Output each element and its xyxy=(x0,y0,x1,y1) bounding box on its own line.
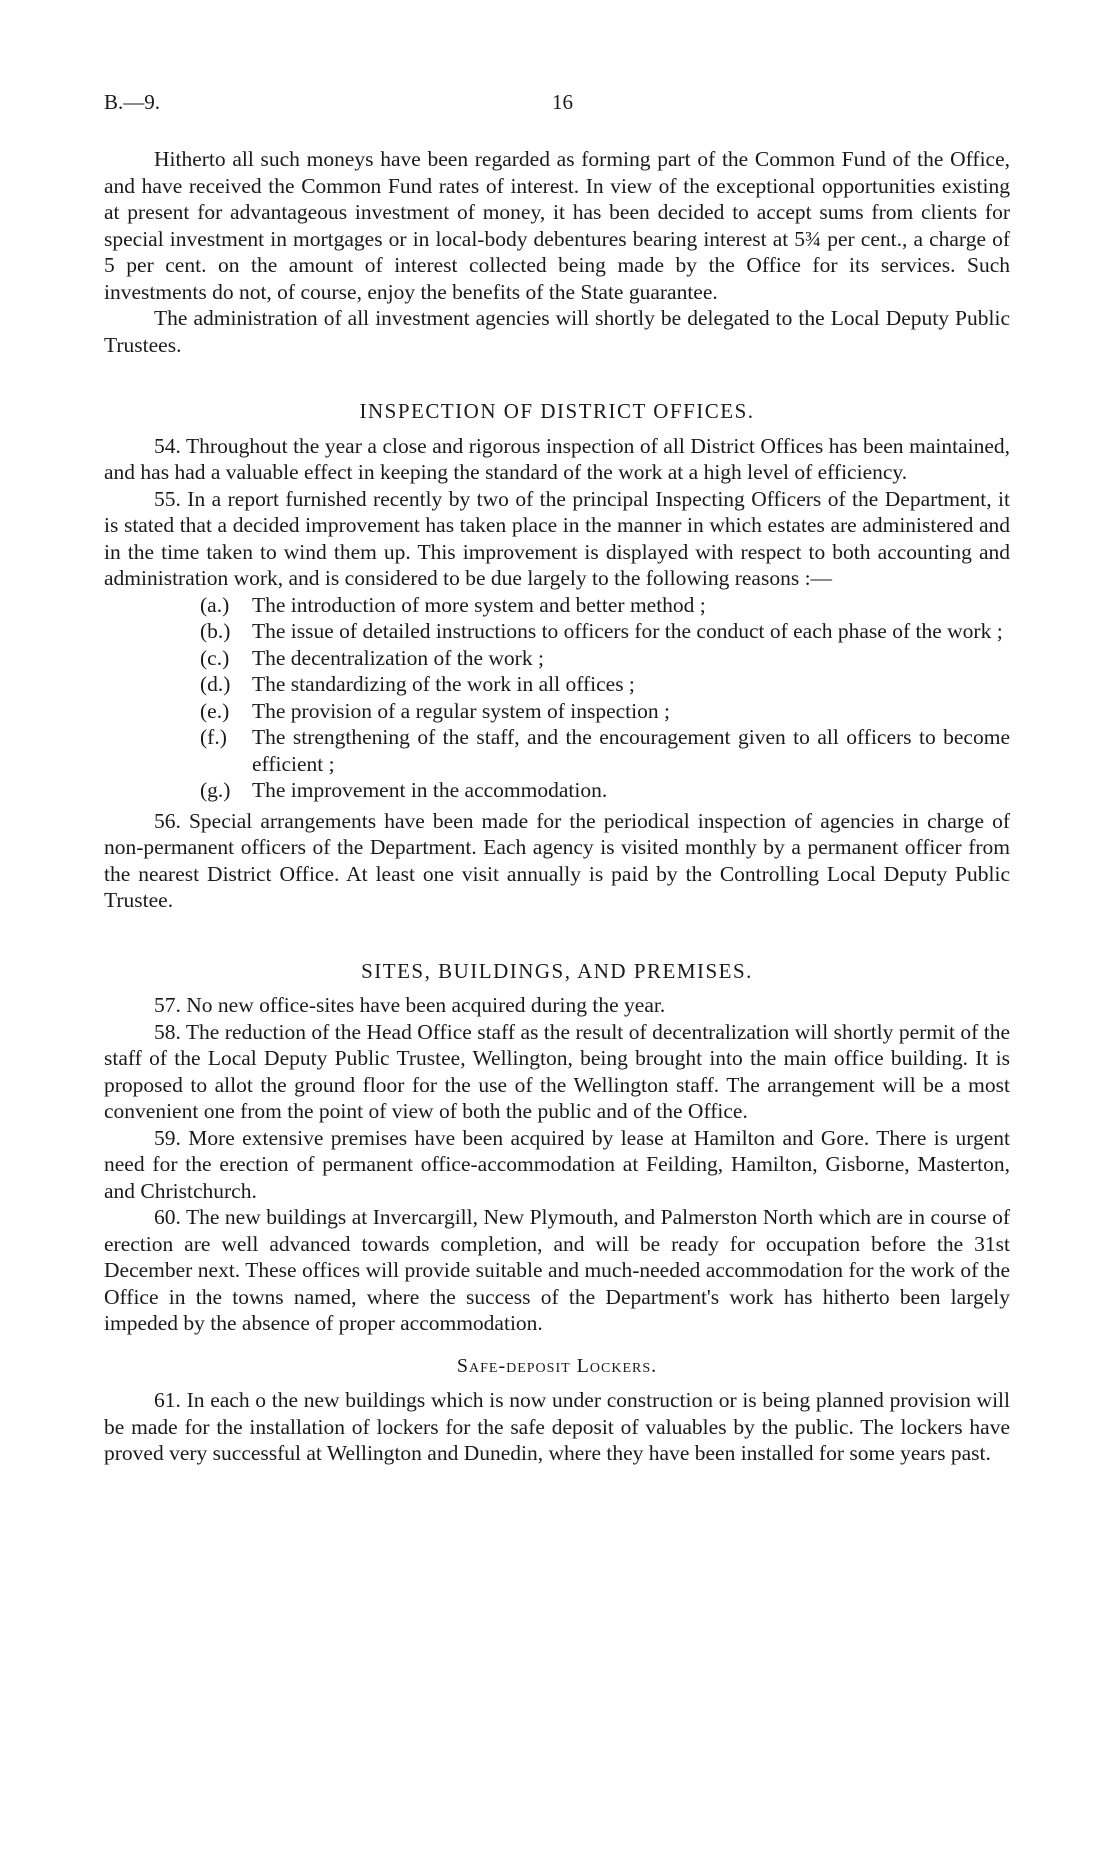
section-heading-sites: SITES, BUILDINGS, AND PREMISES. xyxy=(361,958,753,983)
paragraph-59: 59. More extensive premises have been acquired by lease at Hamilton and Gore. There is urgent need for the erection of permanent office-accommodation at Feilding, Hamilton, Gisborne, Masterton, and Christchurch. xyxy=(104,1125,1010,1203)
list-item-letter: (c.) xyxy=(200,645,230,670)
paragraph-55: 55. In a report furnished recently by two of the principal Inspecting Officers of the Department, it is stated that a decided improvement has taken place in the manner in which estates are administered and in the time taken to wind them up. This improvement is displayed with respect to both accounting and administration work, and is considered to be due largely to the following reasons :— xyxy=(104,486,1010,590)
list-item-letter: (d.) xyxy=(200,672,231,696)
list-item-text: The introduction of more system and better method ; xyxy=(252,592,706,617)
list-item xyxy=(200,724,1010,777)
list-item-letter: (f.) xyxy=(200,725,227,749)
list-item-text: The provision of a regular system of inspection ; xyxy=(252,698,670,723)
paragraph-58: 58. The reduction of the Head Office staff as the result of decentralization will shortly permit of the staff of the Local Deputy Public Trustee, Wellington, being brought into the main office building. It is proposed to allot the ground floor for the use of the Wellington staff. The arrangement will be a most convenient one from the point of view of both the public and of the Office. xyxy=(104,1019,1010,1123)
paragraph-60: 60. The new buildings at Invercargill, New Plymouth, and Palmerston North which are in course of erection are well advanced towards completion, and will be ready for occupation before the 31st December next. These offices will provide suitable and much-needed accommodation for the work of the Office in the towns named, where the success of the Department's work has hitherto been largely impeded by the absence of proper accommodation. xyxy=(104,1205,1010,1335)
page-header xyxy=(104,90,1010,120)
reasons-list xyxy=(104,592,1010,804)
intro-paragraph: Hitherto all such moneys have been regarded as forming part of the Common Fund of the Office, and have received the Common Fund rates of interest. In view of the exceptional opportunities existing at present for advantageous investment of money, it has been decided to accept sums from clients for special investment in mortgages or in local-body debentures bearing interest at 5¾ per cent., a charge of 5 per cent. on the amount of interest collected being made by the Office for its services. Such investments do not, of course, enjoy the benefits of the State guarantee. xyxy=(104,147,1010,304)
list-item-letter: (b.) xyxy=(200,619,231,643)
list-item-letter: (g.) xyxy=(200,778,231,802)
list-item xyxy=(200,671,1010,698)
intro-paragraph: The administration of all investment agencies will shortly be delegated to the Local Deputy Public Trustees. xyxy=(104,306,1010,357)
list-item-text: The standardizing of the work in all offices ; xyxy=(252,672,635,696)
list-item xyxy=(200,618,1010,645)
paragraph-56: 56. Special arrangements have been made for the periodical inspection of agencies in charge of non-permanent officers of the Department. Each agency is visited monthly by a permanent officer from the nearest District Office. At least one visit annually is paid by the Controlling Local Deputy Public Trustee. xyxy=(104,808,1010,912)
list-item-letter: (a.) xyxy=(200,592,230,617)
list-item xyxy=(200,698,1010,725)
list-item xyxy=(200,592,1010,619)
subsection-heading-lockers: Safe-deposit Lockers. xyxy=(456,1354,658,1377)
document-body xyxy=(104,146,1010,1467)
report-reference: B.—9. xyxy=(104,90,161,114)
list-item-text: The improvement in the accommodation. xyxy=(252,778,608,802)
list-item-text: The decentralization of the work ; xyxy=(252,645,544,670)
section-heading-inspection: INSPECTION OF DISTRICT OFFICES. xyxy=(359,399,755,423)
list-item-text: The strengthening of the staff, and the encouragement given to all officers to become efficient ; xyxy=(252,725,1010,776)
paragraph-54: 54. Throughout the year a close and rigorous inspection of all District Offices has been maintained, and has had a valuable effect in keeping the standard of the work at a high level of efficiency. xyxy=(104,433,1010,484)
paragraph-61: 61. In each o the new buildings which is now under construction or is being planned provision will be made for the installation of lockers for the safe deposit of valuables by the public. The lockers have proved very successful at Wellington and Dunedin, where they have been installed for some years past. xyxy=(104,1388,1010,1465)
list-item-text: The issue of detailed instructions to officers for the conduct of each phase of the work ; xyxy=(252,619,1003,643)
list-item-letter: (e.) xyxy=(200,698,230,723)
list-item xyxy=(200,777,1010,804)
page-number: 16 xyxy=(552,90,573,114)
list-item xyxy=(200,645,1010,672)
paragraph-57: 57. No new office-sites have been acquired during the year. xyxy=(154,993,666,1017)
